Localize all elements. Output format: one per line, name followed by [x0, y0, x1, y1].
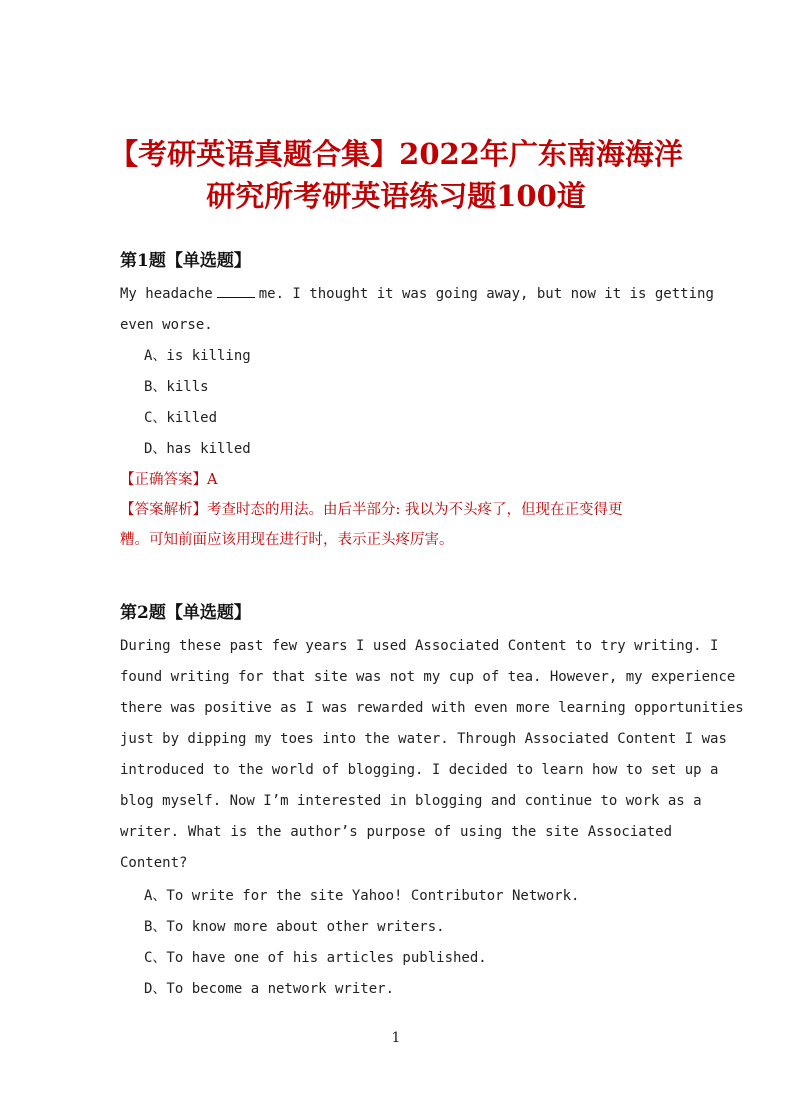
question-2-stem-line: just by dipping my toes into the water. Through Associated Content I was	[120, 731, 727, 747]
stem-text-before-blank: My headache	[120, 286, 213, 302]
question-1-analysis-line-2: 糟。可知前面应该用现在进行时，表示正头疼厉害。	[120, 532, 454, 548]
question-2-option-d: D、To become a network writer.	[144, 981, 395, 997]
question-2-option-b: B、To know more about other writers.	[144, 919, 445, 935]
title-line-1: 【考研英语真题合集】2022年广东南海海洋	[109, 137, 683, 171]
question-1-option-c: C、killed	[144, 410, 218, 426]
question-2-stem-line: found writing for that site was not my cup of tea. However, my experience	[120, 669, 736, 685]
question-2-stem	[120, 631, 744, 879]
question-1-analysis-line-1: 【答案解析】考查时态的用法。由后半部分: 我以为不头疼了，但现在正变得更	[120, 502, 623, 518]
question-2-option-a: A、To write for the site Yahoo! Contributor Network.	[144, 888, 580, 904]
stem-text-after-blank	[259, 279, 714, 310]
question-1-option-d: D、has killed	[144, 441, 251, 457]
question-2-stem-line: writer. What is the author’s purpose of using the site Associated	[120, 824, 672, 840]
document-title	[100, 133, 692, 217]
question-2-stem-line: During these past few years I used Associated Content to try writing. I	[120, 638, 719, 654]
question-2-stem-line: introduced to the world of blogging. I decided to learn how to set up a	[120, 762, 719, 778]
title-line-2: 研究所考研英语练习题100道	[206, 179, 586, 213]
question-1-answer-block	[120, 465, 674, 555]
question-2-stem-line: blog myself. Now I’m interested in blogging and continue to work as a	[120, 793, 702, 809]
stem-text-after-blank-text: me. I thought it was going away, but now it is getting	[258, 286, 714, 302]
question-1-option-b: B、kills	[144, 379, 209, 395]
question-2-heading: 第2题【单选题】	[120, 603, 251, 623]
question-1-option-a: A、is killing	[144, 348, 251, 364]
answer-blank	[217, 285, 255, 298]
question-1-correct-answer: 【正确答案】A	[120, 472, 218, 488]
page-number: 1	[391, 1030, 401, 1046]
question-2-option-c: C、To have one of his articles published.	[144, 950, 487, 966]
question-2-stem-line: Content?	[120, 855, 188, 871]
question-1-stem-line-1	[120, 279, 714, 310]
question-1-stem	[120, 279, 714, 341]
question-1-heading: 第1题【单选题】	[120, 251, 251, 271]
question-1-stem-line-2: even worse.	[120, 317, 213, 333]
question-2-stem-line: there was positive as I was rewarded with even more learning opportunities	[120, 700, 744, 716]
